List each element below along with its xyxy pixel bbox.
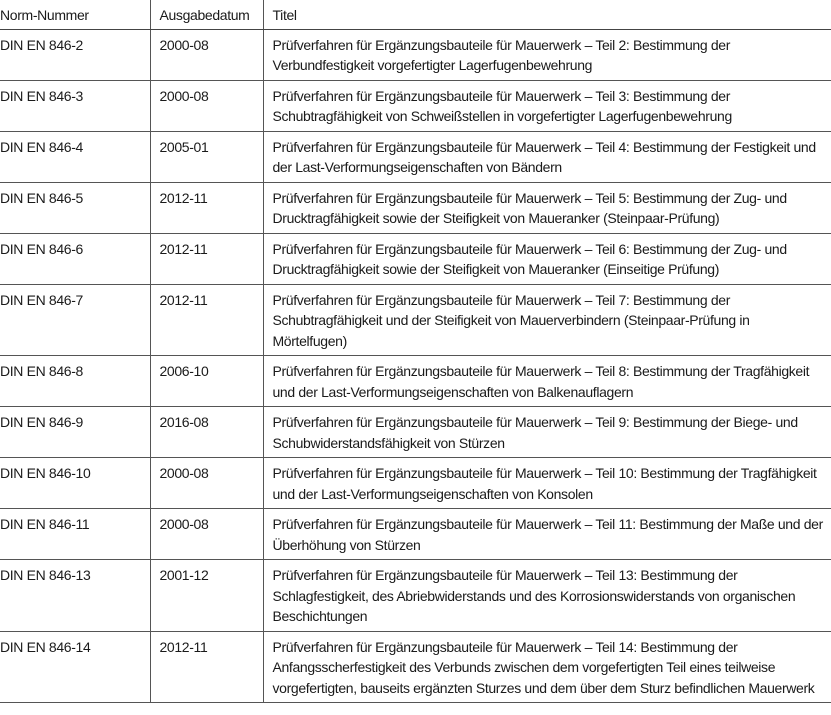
norm-number-cell: DIN EN 846-14 bbox=[0, 631, 150, 703]
table-row bbox=[0, 560, 831, 632]
column-header-ausgabedatum: Ausgabedatum bbox=[150, 0, 263, 29]
norm-number-cell: DIN EN 846-11 bbox=[0, 509, 150, 560]
table-row bbox=[0, 631, 831, 703]
norm-number-cell: DIN EN 846-4 bbox=[0, 131, 150, 182]
title-cell: Prüfverfahren für Ergänzungsbauteile für Mauerwerk – Teil 9: Bestimmung der Biege- und Schubwiderstandsfähigkeit von Stürzen bbox=[263, 407, 831, 458]
date-cell: 2012-11 bbox=[150, 182, 263, 233]
table-row bbox=[0, 509, 831, 560]
title-cell: Prüfverfahren für Ergänzungsbauteile für Mauerwerk – Teil 4: Bestimmung der Festigkeit und der Last-Verformungseigenschaften von Bändern bbox=[263, 131, 831, 182]
date-cell: 2012-11 bbox=[150, 233, 263, 284]
title-cell: Prüfverfahren für Ergänzungsbauteile für Mauerwerk – Teil 6: Bestimmung der Zug- und Drucktragfähigkeit sowie der Steifigkeit von Maueranker (Einseitige Prüfung) bbox=[263, 233, 831, 284]
table-row bbox=[0, 29, 831, 80]
date-cell: 2016-08 bbox=[150, 407, 263, 458]
date-cell: 2005-01 bbox=[150, 131, 263, 182]
title-cell: Prüfverfahren für Ergänzungsbauteile für Mauerwerk – Teil 13: Bestimmung der Schlagfestigkeit, des Abriebwiderstands und des Korrosionswiderstands von organischen Beschichtungen bbox=[263, 560, 831, 632]
title-cell: Prüfverfahren für Ergänzungsbauteile für Mauerwerk – Teil 11: Bestimmung der Maße und der Überhöhung von Stürzen bbox=[263, 509, 831, 560]
date-cell: 2012-11 bbox=[150, 631, 263, 703]
table-row bbox=[0, 233, 831, 284]
date-cell: 2000-08 bbox=[150, 29, 263, 80]
date-cell: 2006-10 bbox=[150, 356, 263, 407]
title-cell: Prüfverfahren für Ergänzungsbauteile für Mauerwerk – Teil 8: Bestimmung der Tragfähigkeit und der Last-Verformungseigenschaften von Balkenauflagern bbox=[263, 356, 831, 407]
date-cell: 2000-08 bbox=[150, 458, 263, 509]
table-row bbox=[0, 407, 831, 458]
title-cell: Prüfverfahren für Ergänzungsbauteile für Mauerwerk – Teil 14: Bestimmung der Anfangsscherfestigkeit des Verbunds zwischen dem vorgefertigten Teil eines teilweise vorgefertigten, bauseits ergänzten Sturzes und dem über dem Sturz befindlichen Mauerwerk bbox=[263, 631, 831, 703]
norm-number-cell: DIN EN 846-3 bbox=[0, 80, 150, 131]
norm-number-cell: DIN EN 846-13 bbox=[0, 560, 150, 632]
norm-number-cell: DIN EN 846-7 bbox=[0, 284, 150, 356]
norm-number-cell: DIN EN 846-5 bbox=[0, 182, 150, 233]
table-header bbox=[0, 0, 831, 29]
table-row bbox=[0, 284, 831, 356]
table-row bbox=[0, 182, 831, 233]
table-row bbox=[0, 80, 831, 131]
norm-number-cell: DIN EN 846-2 bbox=[0, 29, 150, 80]
norm-number-cell: DIN EN 846-9 bbox=[0, 407, 150, 458]
norm-number-cell: DIN EN 846-6 bbox=[0, 233, 150, 284]
date-cell: 2000-08 bbox=[150, 509, 263, 560]
table-row bbox=[0, 356, 831, 407]
title-cell: Prüfverfahren für Ergänzungsbauteile für Mauerwerk – Teil 3: Bestimmung der Schubtragfähigkeit von Schweißstellen in vorgefertigter Lagerfugenbewehrung bbox=[263, 80, 831, 131]
title-cell: Prüfverfahren für Ergänzungsbauteile für Mauerwerk – Teil 10: Bestimmung der Tragfähigkeit und der Last-Verformungseigenschaften von Konsolen bbox=[263, 458, 831, 509]
date-cell: 2012-11 bbox=[150, 284, 263, 356]
table-row bbox=[0, 458, 831, 509]
norm-number-cell: DIN EN 846-8 bbox=[0, 356, 150, 407]
column-header-norm-nummer: Norm-Nummer bbox=[0, 0, 150, 29]
table-row bbox=[0, 131, 831, 182]
date-cell: 2001-12 bbox=[150, 560, 263, 632]
date-cell: 2000-08 bbox=[150, 80, 263, 131]
title-cell: Prüfverfahren für Ergänzungsbauteile für Mauerwerk – Teil 5: Bestimmung der Zug- und Drucktragfähigkeit sowie der Steifigkeit von Maueranker (Steinpaar-Prüfung) bbox=[263, 182, 831, 233]
title-cell: Prüfverfahren für Ergänzungsbauteile für Mauerwerk – Teil 2: Bestimmung der Verbundfestigkeit vorgefertigter Lagerfugenbewehrung bbox=[263, 29, 831, 80]
table-body bbox=[0, 29, 831, 703]
norm-number-cell: DIN EN 846-10 bbox=[0, 458, 150, 509]
title-cell: Prüfverfahren für Ergänzungsbauteile für Mauerwerk – Teil 7: Bestimmung der Schubtragfähigkeit und der Steifigkeit von Mauerverbindern (Steinpaar-Prüfung in Mörtelfugen) bbox=[263, 284, 831, 356]
header-row bbox=[0, 0, 831, 29]
column-header-titel: Titel bbox=[263, 0, 831, 29]
